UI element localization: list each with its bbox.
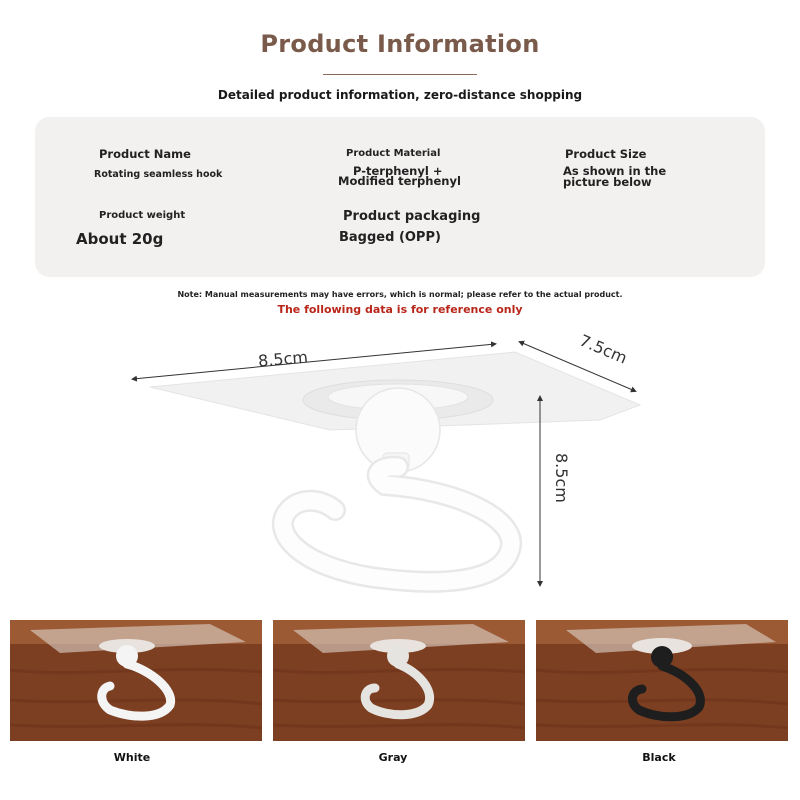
- product-material-label: Product Material: [346, 148, 441, 159]
- variant-photo-black-image: [536, 620, 788, 741]
- product-size-label: Product Size: [565, 147, 647, 161]
- product-name-value: Rotating seamless hook: [94, 169, 223, 180]
- variant-label-white: White: [113, 751, 151, 764]
- product-info-card: [35, 117, 765, 277]
- product-packaging-label: Product packaging: [343, 209, 481, 224]
- page-title: Product Information: [260, 30, 540, 58]
- product-weight-value: About 20g: [76, 230, 164, 248]
- variant-photo-white-image: [10, 620, 262, 741]
- product-size-value-2: picture below: [563, 175, 652, 189]
- hook-body: [283, 467, 511, 582]
- variant-photo-black: [536, 620, 788, 741]
- product-packaging-value: Bagged (OPP): [339, 230, 441, 245]
- variant-photo-gray: [273, 620, 525, 741]
- product-material-value-2: Modified terphenyl: [338, 174, 461, 188]
- variant-photo-gray-image: [273, 620, 525, 741]
- measurement-note: Note: Manual measurements may have errors, which is normal; please refer to the actual product.: [177, 290, 623, 299]
- depth-label: 7.5cm: [576, 330, 630, 368]
- variant-photo-white: [10, 620, 262, 741]
- title-divider: [323, 74, 477, 75]
- variant-label-black: Black: [642, 751, 676, 764]
- hook-dimension-diagram: [0, 325, 800, 605]
- product-size-value-1: As shown in the: [563, 164, 667, 178]
- variant-label-gray: Gray: [378, 751, 408, 764]
- product-weight-label: Product weight: [99, 210, 186, 221]
- page-subtitle: Detailed product information, zero-distance shopping: [217, 88, 583, 102]
- height-label: 8.5cm: [552, 453, 571, 503]
- width-label: 8.5cm: [257, 347, 309, 371]
- reference-note: The following data is for reference only: [277, 303, 523, 316]
- product-material-value-1: P-terphenyl +: [353, 164, 443, 178]
- product-name-label: Product Name: [99, 147, 191, 161]
